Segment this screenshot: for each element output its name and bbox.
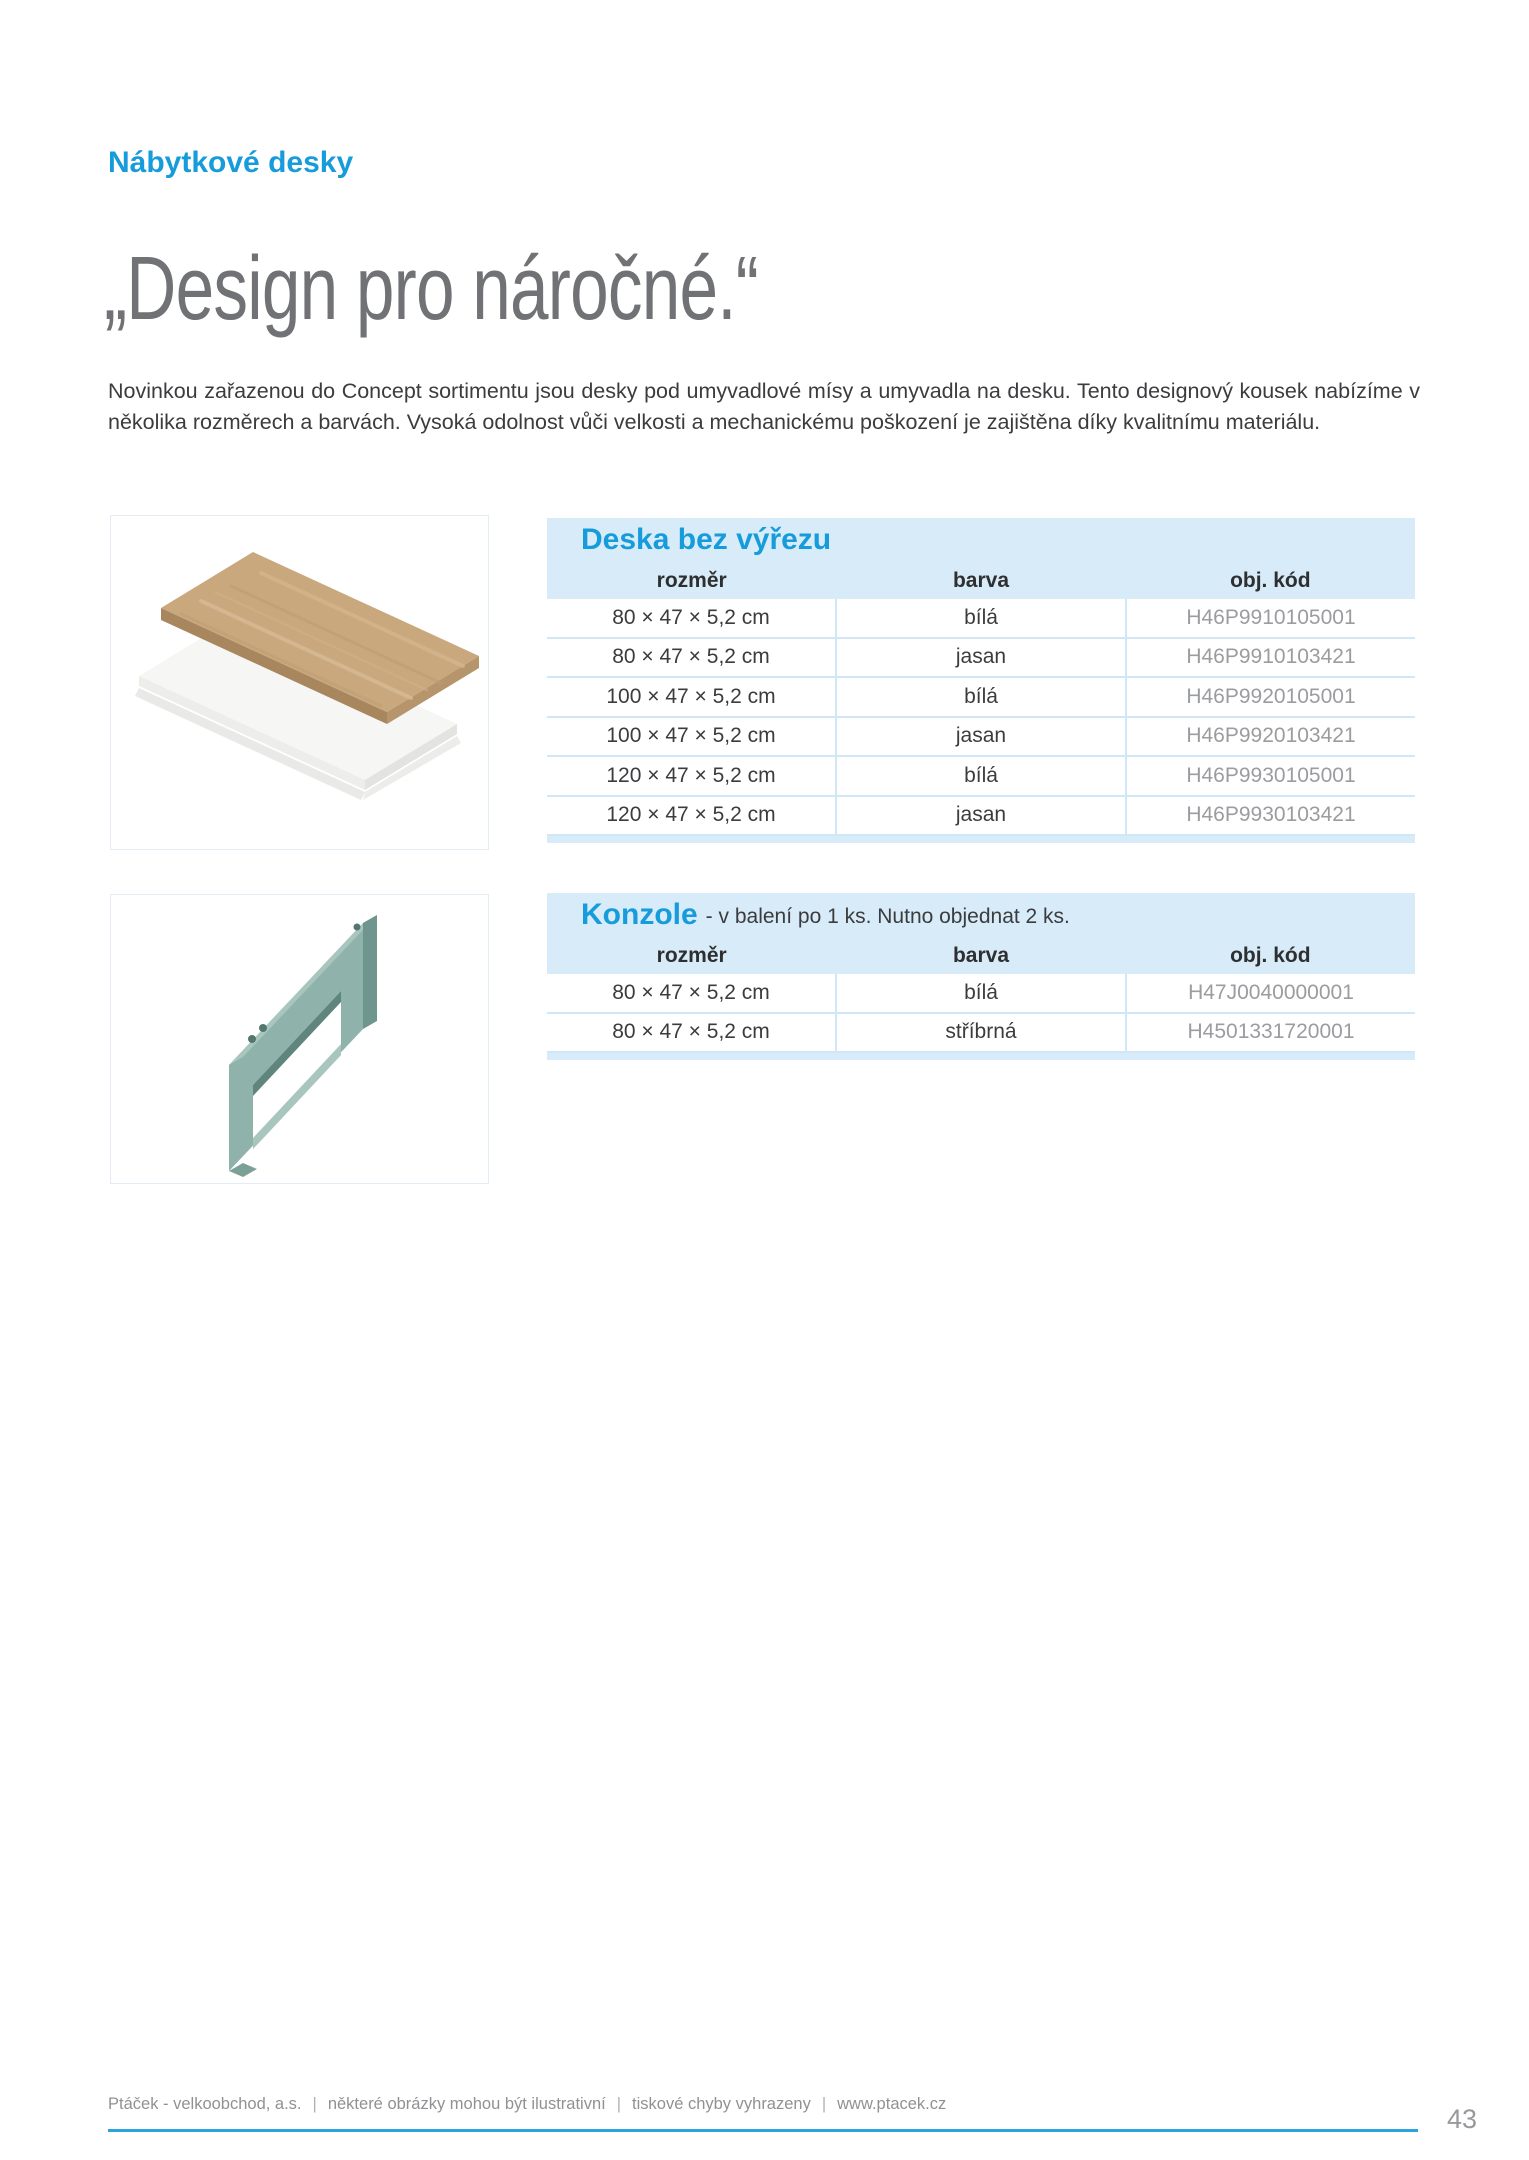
column-header-obj-kod: obj. kód: [1230, 943, 1311, 967]
table-row: [547, 678, 1415, 718]
table-row: [547, 718, 1415, 758]
table-konzole: [547, 893, 1415, 1060]
page-number: 43: [1446, 2104, 1477, 2134]
bracket-illustration: [111, 895, 488, 1183]
cell-barva: jasan: [837, 718, 1127, 756]
column-header-rozmer: rozměr: [656, 568, 727, 592]
table-row: [547, 599, 1415, 639]
cell-rozmer: 120 × 47 × 5,2 cm: [547, 797, 837, 835]
cell-obj-kod: H46P9920105001: [1186, 684, 1356, 708]
table-header-row: [547, 937, 1415, 974]
table-row: [547, 639, 1415, 679]
cell-barva: bílá: [837, 974, 1127, 1012]
column-header-obj-kod: obj. kód: [1230, 568, 1311, 592]
intro-paragraph: Novinkou zařazenou do Concept sortimentu jsou desky pod umyvadlové mísy a umyvadla na desku. Tento designový kousek nabízíme v několika rozměrech a barvách. Vysoká odolnost vůči velkosti a mechanickému poškození je zajištěna díky kvalitnímu materiálu.: [108, 378, 1420, 434]
product-image-plank: [110, 515, 489, 850]
footer-rule: [108, 2129, 1418, 2132]
footer-disclaimer-print: tiskové chyby vyhrazeny: [632, 2095, 811, 2113]
cell-rozmer: 100 × 47 × 5,2 cm: [547, 678, 837, 716]
footer-separator: |: [616, 2095, 622, 2113]
cell-barva: jasan: [837, 797, 1127, 835]
cell-obj-kod: H46P9930103421: [1186, 803, 1356, 827]
table-bottom-strip: [547, 1053, 1415, 1060]
cell-rozmer: 100 × 47 × 5,2 cm: [547, 718, 837, 756]
cell-obj-kod: H46P9910103421: [1186, 645, 1356, 669]
cell-barva: jasan: [837, 639, 1127, 677]
section-label: Nábytkové desky: [108, 146, 354, 179]
table-row: [547, 1014, 1415, 1054]
table-row: [547, 797, 1415, 837]
column-header-rozmer: rozměr: [656, 943, 727, 967]
cell-barva: bílá: [837, 757, 1127, 795]
footer-company: Ptáček - velkoobchod, a.s.: [108, 2095, 302, 2113]
cell-obj-kod: H46P9930105001: [1186, 763, 1356, 787]
plank-illustration: [111, 516, 488, 849]
table-row: [547, 974, 1415, 1014]
footer-website: www.ptacek.cz: [837, 2095, 947, 2113]
column-header-barva: barva: [952, 568, 1010, 592]
cell-rozmer: 120 × 47 × 5,2 cm: [547, 757, 837, 795]
cell-obj-kod: H46P9920103421: [1186, 724, 1356, 748]
footer-disclaimer-images: některé obrázky mohou být ilustrativní: [327, 2095, 606, 2113]
cell-rozmer: 80 × 47 × 5,2 cm: [547, 599, 837, 637]
table-title: Deska bez výřezu: [581, 523, 832, 556]
column-header-barva: barva: [952, 943, 1010, 967]
table-title-bar: [547, 893, 1415, 937]
cell-obj-kod: H47J0040000001: [1188, 980, 1354, 1004]
table-header-row: [547, 562, 1415, 599]
table-title-bar: [547, 518, 1415, 562]
footer-separator: |: [312, 2095, 317, 2113]
table-bottom-strip: [547, 836, 1415, 843]
cell-obj-kod: H46P9910105001: [1186, 605, 1356, 629]
cell-rozmer: 80 × 47 × 5,2 cm: [547, 974, 837, 1012]
table-row: [547, 757, 1415, 797]
table-title: Konzole: [581, 898, 698, 931]
cell-obj-kod: H4501331720001: [1187, 1020, 1355, 1044]
cell-rozmer: 80 × 47 × 5,2 cm: [547, 639, 837, 677]
table-deska-bez-vyrezu: [547, 518, 1415, 843]
table-subtitle: - v balení po 1 ks. Nutno objednat 2 ks.: [705, 905, 1070, 928]
page-title: „Design pro náročné.“: [104, 239, 759, 339]
footer: [108, 2095, 946, 2114]
cell-barva: stříbrná: [837, 1014, 1127, 1052]
cell-barva: bílá: [837, 678, 1127, 716]
product-image-konzole: [110, 894, 489, 1184]
cell-rozmer: 80 × 47 × 5,2 cm: [547, 1014, 837, 1052]
cell-barva: bílá: [837, 599, 1127, 637]
footer-separator: |: [821, 2095, 827, 2113]
